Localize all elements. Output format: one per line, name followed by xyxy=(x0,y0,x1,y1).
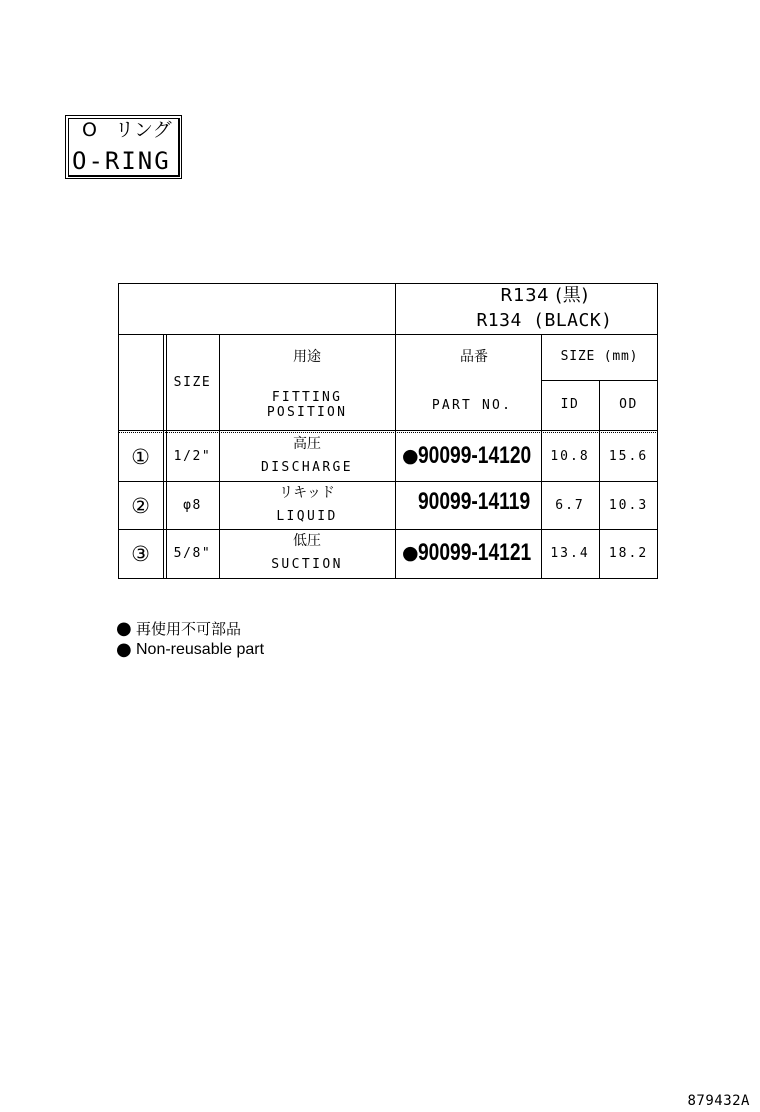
header-size-mm: SIZE (mm) xyxy=(560,349,639,364)
row-number: ① xyxy=(131,445,150,469)
table-rule-refrigerant xyxy=(118,334,658,335)
header-id: ID xyxy=(560,397,580,412)
row-fitting-en: LIQUID xyxy=(276,509,338,524)
title-japanese: O リング xyxy=(82,119,172,141)
figure-code: 879432A xyxy=(687,1093,750,1109)
row-fitting-jp: 低圧 xyxy=(293,533,321,549)
row-number: ② xyxy=(131,494,150,518)
row-fitting-en: DISCHARGE xyxy=(260,460,354,475)
table-row xyxy=(118,482,658,530)
refrigerant-label-en: R134 (BLACK) xyxy=(476,310,613,331)
parts-table xyxy=(118,283,658,579)
header-fitting-jp: 用途 xyxy=(293,349,321,365)
row-part xyxy=(402,433,559,481)
title-box xyxy=(65,115,182,179)
header-size: SIZE xyxy=(173,375,212,390)
row-part-number: 90099-14121 xyxy=(418,539,532,566)
table-rule-top xyxy=(118,283,658,284)
legend-text-jp: 再使用不可部品 xyxy=(136,620,242,638)
row-od: 15.6 xyxy=(608,449,649,464)
non-reusable-mark: ● xyxy=(402,445,419,467)
row-id: 10.8 xyxy=(550,449,590,464)
row-part xyxy=(402,482,558,530)
title-english: O-RING xyxy=(72,147,171,175)
legend-mark-jp: ● xyxy=(116,618,132,639)
header-fitting-en-line1: FITTING xyxy=(271,390,343,405)
non-reusable-mark: ● xyxy=(402,542,419,564)
row-part-number: 90099-14120 xyxy=(418,442,532,469)
header-part-jp: 品番 xyxy=(460,349,488,365)
header-od: OD xyxy=(619,397,638,412)
legend-text-en: Non-reusable part xyxy=(136,641,265,658)
row-size: 1/2" xyxy=(173,449,212,464)
row-fitting-en: SUCTION xyxy=(271,557,343,572)
row-part xyxy=(402,530,559,578)
table-row xyxy=(118,530,658,578)
row-id: 6.7 xyxy=(555,498,585,513)
legend-mark-en: ● xyxy=(116,639,132,660)
table-row xyxy=(118,433,658,481)
row-od: 10.3 xyxy=(608,498,649,513)
table-rule-header xyxy=(118,430,658,431)
row-size: φ8 xyxy=(183,498,202,513)
row-size: 5/8" xyxy=(173,546,212,561)
row-part-number: 90099-14119 xyxy=(418,488,531,515)
row-number: ③ xyxy=(131,542,150,566)
row-id: 13.4 xyxy=(550,546,590,561)
header-part-en: PART NO. xyxy=(431,398,513,413)
row-fitting-jp: リキッド xyxy=(279,485,335,501)
row-od: 18.2 xyxy=(608,546,649,561)
header-fitting-en-line2: POSITION xyxy=(266,405,348,420)
table-rule-bottom xyxy=(118,578,658,579)
refrigerant-label-jp: R134 (黒) xyxy=(500,285,589,306)
row-fitting-jp: 高圧 xyxy=(293,436,321,452)
